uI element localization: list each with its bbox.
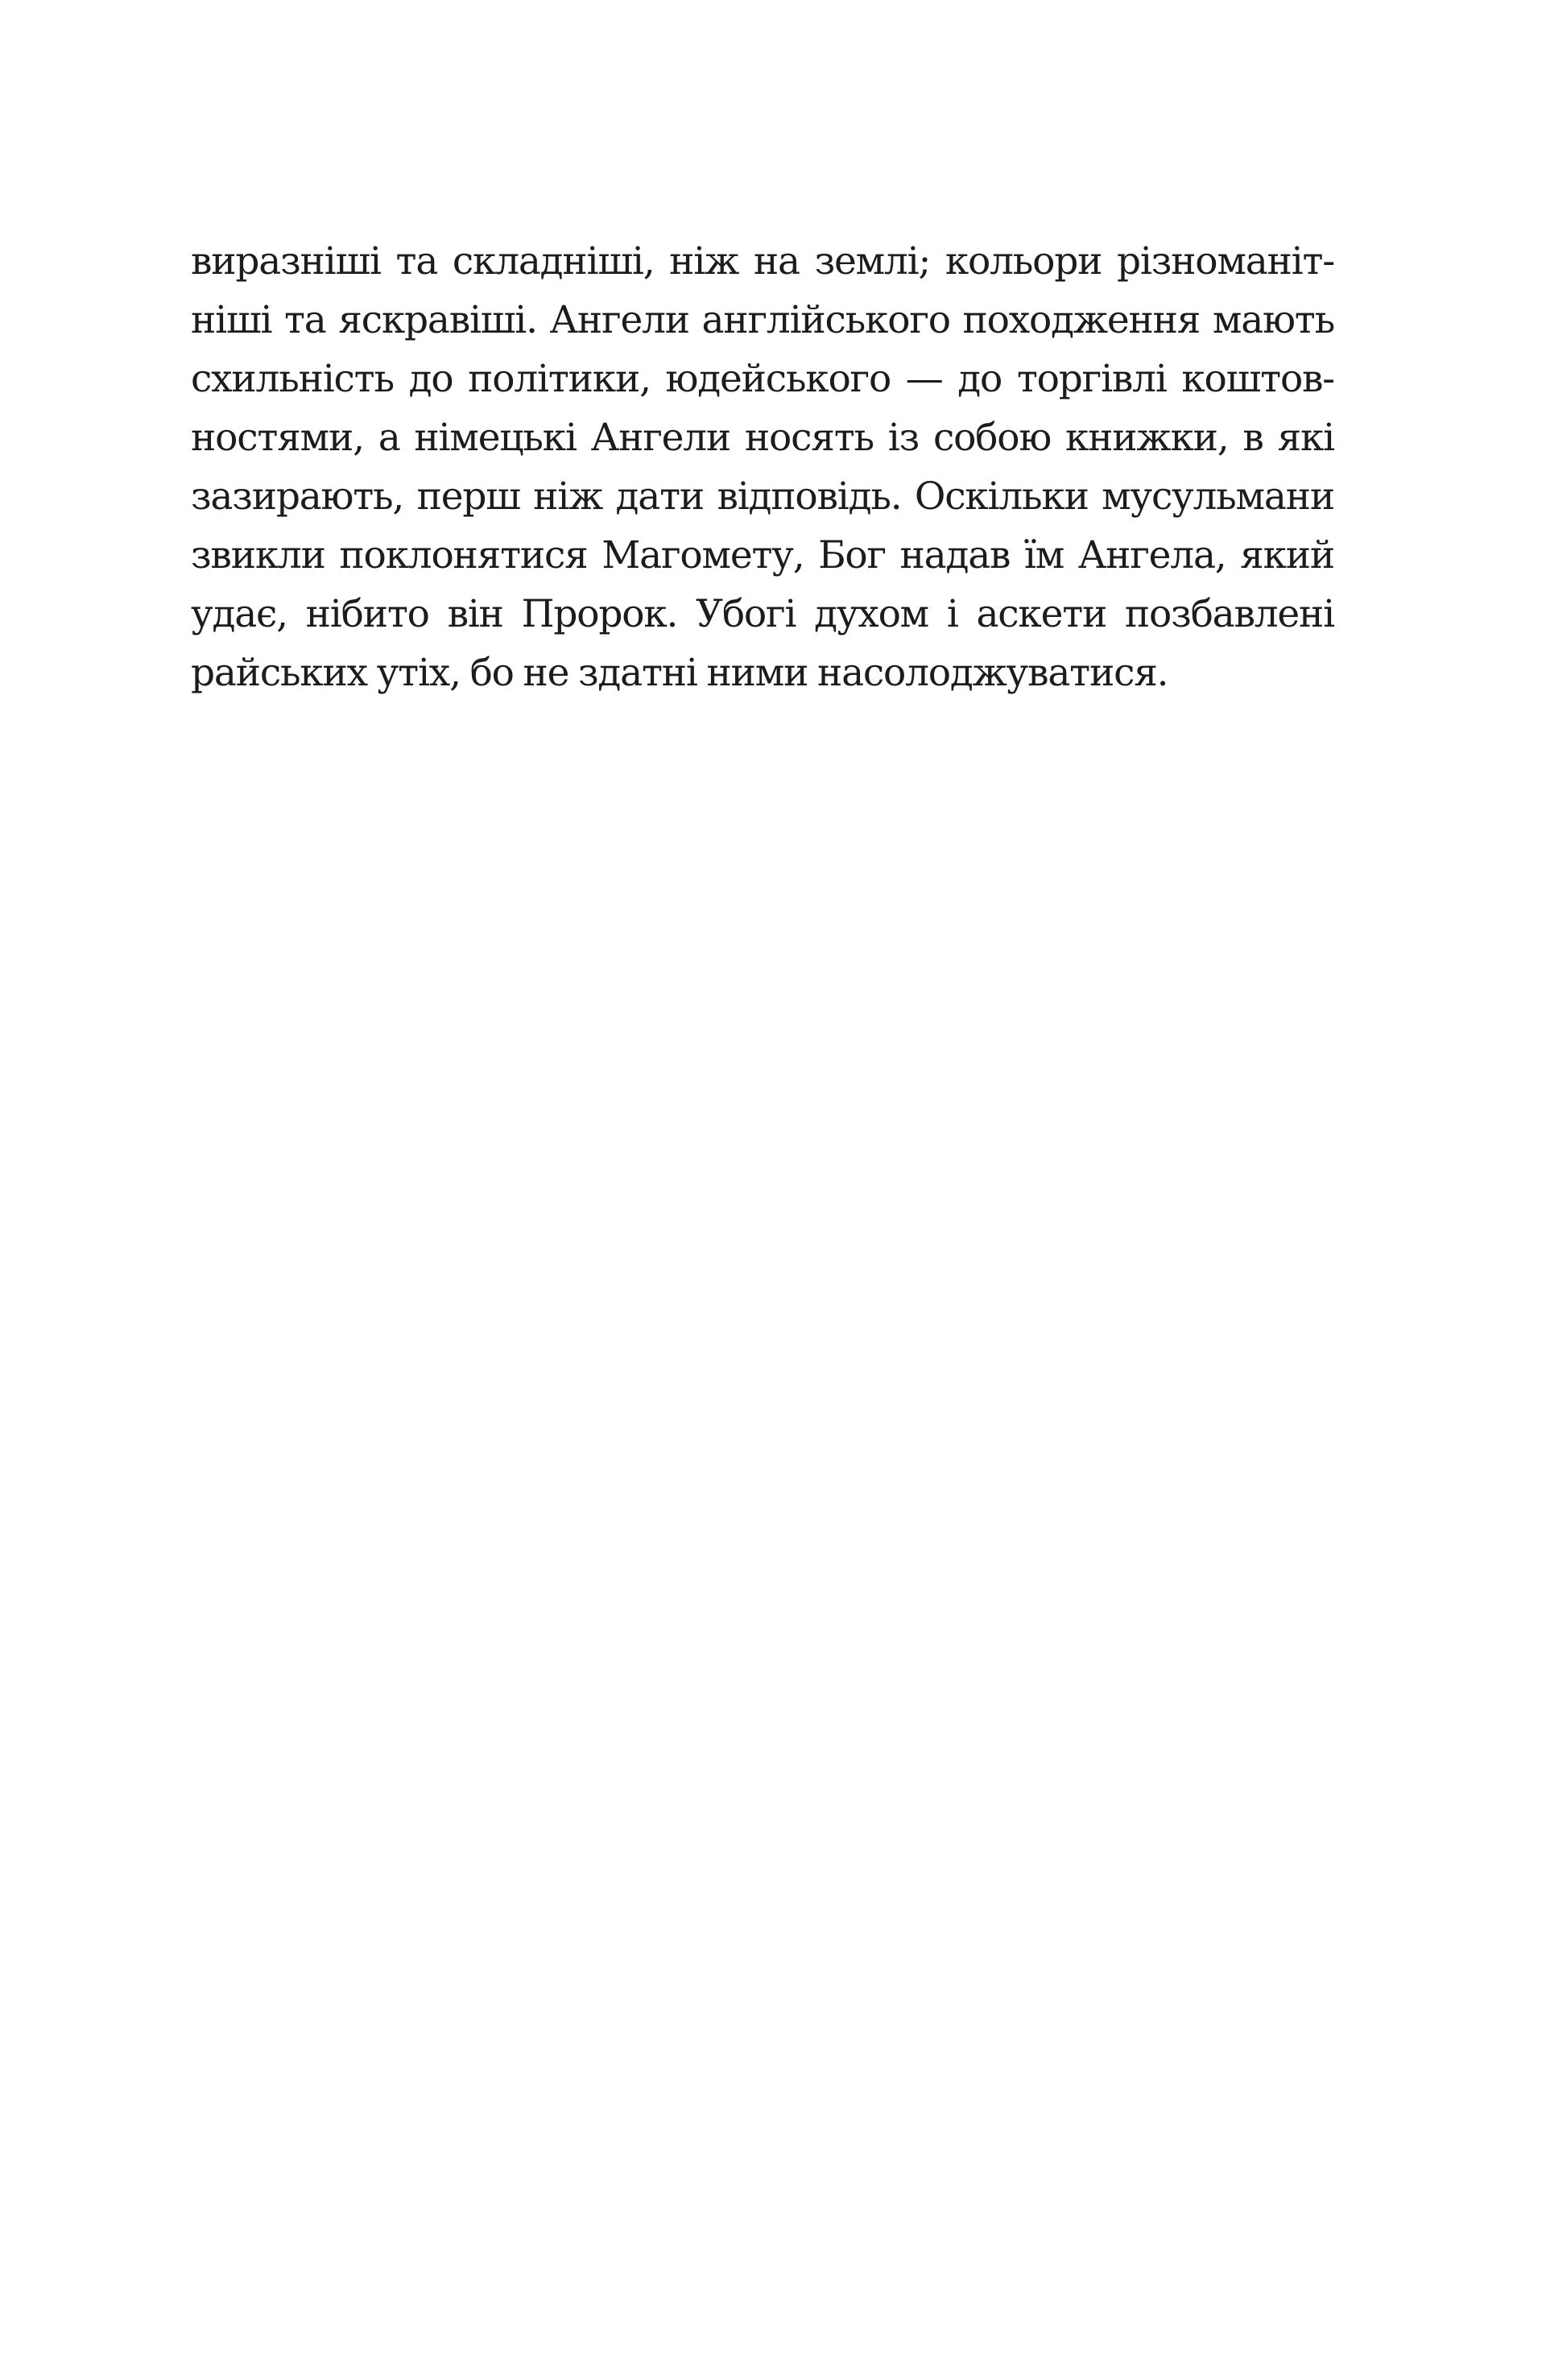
text-line-3: схильність до політики, юдейського — до торгівлі коштов-: [191, 357, 1334, 401]
text-line-1: виразніші та складніші, ніж на землі; кольори різноманіт-: [191, 239, 1334, 284]
text-line-7: удає, нібито він Пророк. Убогі духом і аскети позбавлені: [191, 592, 1334, 636]
text-line-5: зазирають, перш ніж дати відповідь. Оскільки мусульмани: [191, 474, 1334, 519]
body-paragraph: [191, 232, 1334, 702]
text-line-4: ностями, а німецькі Ангели носять із собою книжки, в які: [191, 416, 1334, 460]
text-line-8: райських утіх, бо не здатні ними насолоджуватися.: [191, 651, 1168, 695]
text-line-2: ніші та яскравіші. Ангели англійського походження мають: [191, 298, 1334, 342]
text-line-6: звикли поклонятися Магомету, Бог надав їм Ангела, який: [191, 533, 1334, 577]
